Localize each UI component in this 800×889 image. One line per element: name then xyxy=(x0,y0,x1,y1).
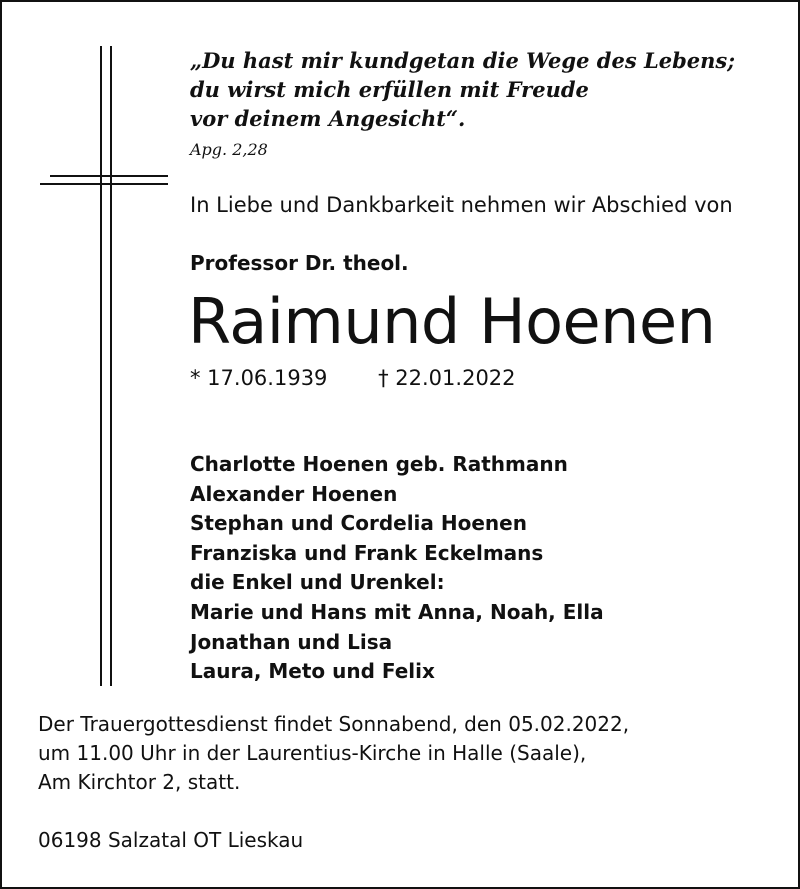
mourner: die Enkel und Urenkel: xyxy=(190,570,445,595)
cross-icon-vertical-right xyxy=(110,46,112,686)
cross-icon-horizontal-bottom xyxy=(40,183,168,185)
academic-title: Professor Dr. theol. xyxy=(190,251,409,275)
quote-source: Apg. 2,28 xyxy=(190,140,268,159)
quote-line: „Du hast mir kundgetan die Wege des Lebens; xyxy=(190,48,735,73)
bible-quote xyxy=(190,46,735,133)
place-address: 06198 Salzatal OT Lieskau xyxy=(38,828,304,852)
mourner: Alexander Hoenen xyxy=(190,481,398,506)
life-dates xyxy=(190,366,516,390)
cross-icon-vertical-left xyxy=(100,46,102,686)
mourner: Charlotte Hoenen geb. Rathmann xyxy=(190,452,568,476)
cross-icon-horizontal-top xyxy=(50,175,168,177)
service-info xyxy=(38,710,629,797)
quote-line: vor deinem Angesicht“. xyxy=(190,106,466,131)
mourner: Stephan und Cordelia Hoenen xyxy=(190,511,527,536)
service-line: Der Trauergottesdienst findet Sonnabend, den 05.02.2022, xyxy=(38,712,630,736)
death-date: † 22.01.2022 xyxy=(378,366,516,390)
service-line: Am Kirchtor 2, statt. xyxy=(38,770,241,794)
mourner: Franziska und Frank Eckelmans xyxy=(190,540,544,565)
birth-date: * 17.06.1939 xyxy=(190,366,328,390)
deceased-name: Raimund Hoenen xyxy=(188,285,716,358)
mourners-list xyxy=(190,450,604,687)
quote-line: du wirst mich erfüllen mit Freude xyxy=(190,77,589,102)
service-line: um 11.00 Uhr in der Laurentius-Kirche in Halle (Saale), xyxy=(38,741,587,765)
mourner: Marie und Hans mit Anna, Noah, Ella xyxy=(190,599,604,624)
intro-text: In Liebe und Dankbarkeit nehmen wir Abschied von xyxy=(190,193,733,217)
mourner: Jonathan und Lisa xyxy=(190,629,393,654)
mourner: Laura, Meto und Felix xyxy=(190,659,435,684)
